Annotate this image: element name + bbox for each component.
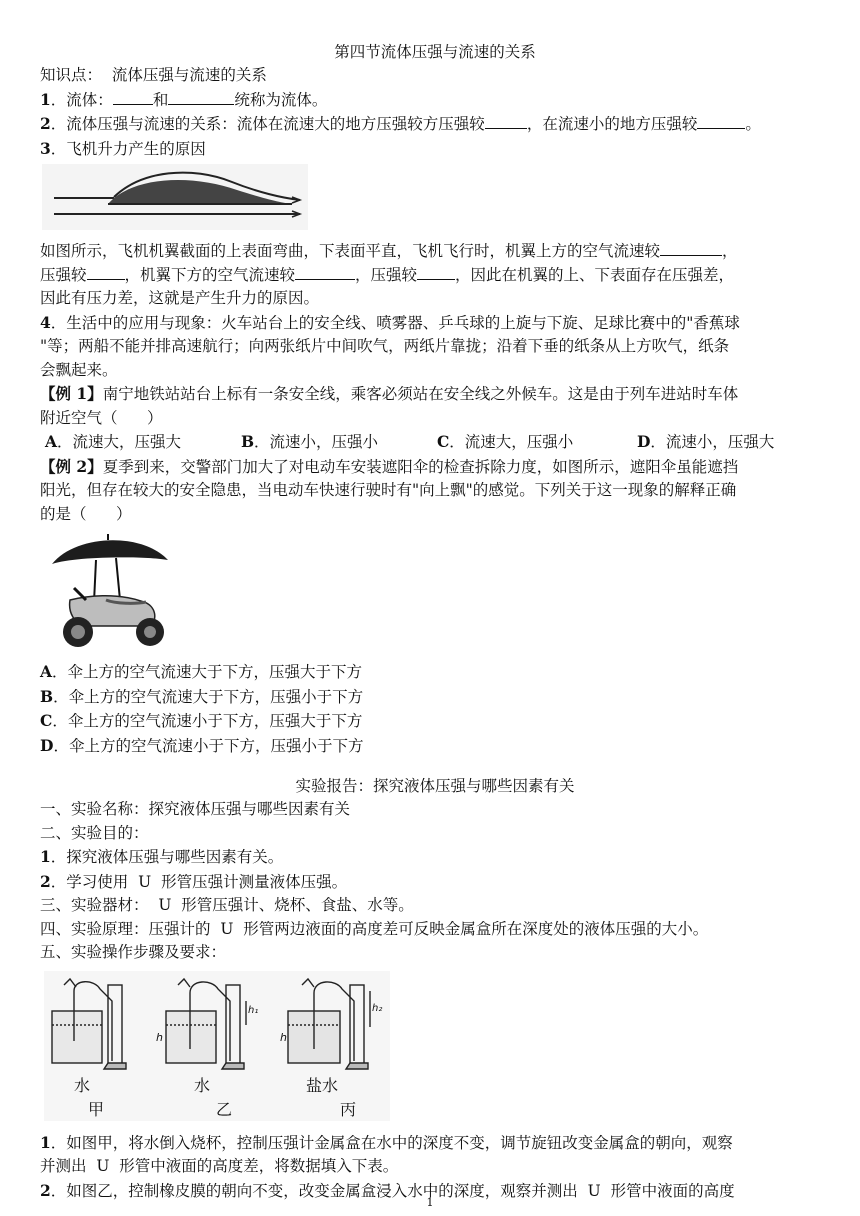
label-water-1: 水 (74, 1075, 91, 1095)
report-section-5: 五、实验操作步骤及要求： (40, 943, 227, 961)
label-water-2: 水 (194, 1075, 211, 1095)
step-2: 2．如图乙，控制橡皮膜的朝向不变，改变金属盒浸入水中的深度，观察并测出 U 形管中液面的高度 (40, 1180, 735, 1200)
item-3: 3．飞机升力产生的原因 (40, 138, 206, 158)
label-h: h (156, 1030, 163, 1044)
example-1-options: A．流速大，压强大 B．流速小，压强小 C．流速大，压强小 D．流速小，压强大 (44, 432, 775, 451)
example-2-option-c: C．伞上方的空气流速小于下方，压强大于下方 (40, 711, 363, 730)
page-title: 第四节流体压强与流速的关系 (334, 43, 536, 61)
label-salt-water: 盐水 (306, 1075, 339, 1095)
report-section-2: 二、实验目的： (40, 823, 149, 842)
label-h1: h₁ (248, 1004, 259, 1016)
report-section-3: 三、实验器材： U 形管压强计、烧杯、食盐、水等。 (40, 896, 414, 914)
document-page (40, 40, 830, 1203)
example-2-option-d: D．伞上方的空气流速小于下方，压强小于下方 (40, 735, 364, 755)
example-2-option-a: A．伞上方的空气流速大于下方，压强大于下方 (40, 662, 363, 681)
label-h-2: h (280, 1030, 287, 1044)
report-title: 实验报告：探究液体压强与哪些因素有关 (295, 777, 575, 795)
scooter-umbrella-figure (46, 530, 830, 658)
report-section-1: 一、实验名称：探究液体压强与哪些因素有关 (40, 800, 351, 818)
wing-paragraph: 如图所示，飞机机翼截面的上表面弯曲，下表面平直，飞机飞行时，机翼上方的空气流速较 ， 压强较 ，机翼下方的空气流速较 ，压强较 ，因此在机翼的上、下表面存在压强差， 因此有压力差，这就是产生升力的原因。 (40, 242, 738, 307)
experiment-figure (44, 971, 830, 1125)
report-section-4: 四、实验原理：压强计的 U 形管两边液面的高度差可反映金属盒所在深度处的液体压强的大小。 (40, 919, 709, 938)
label-yi: 乙 (216, 1099, 233, 1119)
label-bing: 丙 (340, 1099, 357, 1119)
report-goal-2: 2．学习使用 U 形管压强计测量液体压强。 (40, 871, 348, 891)
page-number: 1 (426, 1196, 434, 1209)
example-2: 【例 2】夏季到来，交警部门加大了对电动车安装遮阳伞的检查拆除力度，如图所示，遮阳伞虽能遮挡 阳光，但存在较大的安全隐患，当电动车快速行驶时有"向上飘"的感觉。下列关于这一现象的解释正确 的是（ ） (40, 456, 739, 523)
label-h2: h₂ (372, 1002, 383, 1014)
item-4: 4．生活中的应用与现象：火车站台上的安全线、喷雾器、乒乓球的上旋与下旋、足球比赛中的"香蕉球 "等；两船不能并排高速航行；向两张纸片中间吹气，两纸片靠拢；沿着下垂的纸条从上方吹气，纸条 会飘起来。 (40, 312, 740, 379)
item-2: 2．流体压强与流速的关系：流体在流速大的地方压强较方压强较 ，在流速小的地方压强较 。 (40, 114, 761, 133)
report-goal-1: 1．探究液体压强与哪些因素有关。 (40, 847, 284, 866)
wing-figure (42, 164, 830, 234)
example-1: 【例 1】南宁地铁站站台上标有一条安全线，乘客必须站在安全线之外候车。这是由于列车进站时车体 附近空气（ ） (40, 384, 739, 427)
example-2-option-b: B．伞上方的空气流速大于下方，压强小于下方 (40, 686, 364, 706)
item-1: 1．流体： 和 统称为流体。 (40, 89, 328, 109)
knowledge-label: 知识点： 流体压强与流速的关系 (40, 66, 267, 84)
step-1: 1．如图甲，将水倒入烧杯，控制压强计金属盒在水中的深度不变，调节旋钮改变金属盒的朝向，观察 并测出 U 形管中液面的高度差，将数据填入下表。 (40, 1132, 733, 1175)
label-jia: 甲 (88, 1099, 105, 1119)
